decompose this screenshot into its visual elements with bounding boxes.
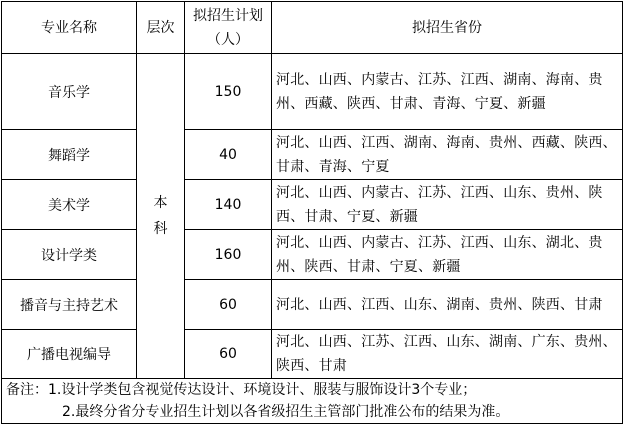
header-count <box>185 2 272 54</box>
header-provinces: 拟招生省份 <box>272 2 623 54</box>
major-name: 播音与主持艺术 <box>2 280 137 330</box>
plan-count: 60 <box>185 280 272 330</box>
plan-count: 140 <box>185 180 272 230</box>
table-row <box>2 230 623 280</box>
province-list: 河北、山西、江西、湖南、海南、贵州、西藏、陕西、甘肃、青海、宁夏 <box>272 130 623 180</box>
header-row <box>2 2 623 54</box>
note-line-1: 备注：1.设计学类包含视觉传达设计、环境设计、服装与服饰设计3个专业； <box>6 382 477 398</box>
level-value: 本科 <box>153 195 168 237</box>
table-row <box>2 330 623 379</box>
major-name: 美术学 <box>2 180 137 230</box>
major-name: 音乐学 <box>2 54 137 130</box>
table-row <box>2 180 623 230</box>
notes-cell <box>2 379 623 424</box>
plan-count: 150 <box>185 54 272 130</box>
level-cell <box>137 54 185 379</box>
major-name: 舞蹈学 <box>2 130 137 180</box>
province-list: 河北、山西、内蒙古、江苏、江西、山东、贵州、陕西、甘肃、宁夏、新疆 <box>272 180 623 230</box>
table-row <box>2 130 623 180</box>
plan-count: 60 <box>185 330 272 379</box>
header-level <box>137 2 185 54</box>
plan-count: 40 <box>185 130 272 180</box>
admission-plan-table <box>1 1 623 424</box>
major-name: 设计学类 <box>2 230 137 280</box>
table-row <box>2 54 623 130</box>
table-row <box>2 280 623 330</box>
major-name: 广播电视编导 <box>2 330 137 379</box>
notes-row <box>2 379 623 424</box>
province-list: 河北、山西、内蒙古、江苏、江西、湖南、海南、贵州、西藏、陕西、甘肃、青海、宁夏、新疆 <box>272 54 623 130</box>
note-line-2: 2.最终分省分专业招生计划以各省级招生主管部门批准公布的结果为准。 <box>62 404 510 420</box>
header-level-text: 层次 <box>146 19 175 36</box>
header-major: 专业名称 <box>2 2 137 54</box>
header-count-text: 拟招生计划（人） <box>193 7 263 48</box>
province-list: 河北、山西、江苏、江西、山东、湖南、广东、贵州、陕西、甘肃 <box>272 330 623 379</box>
plan-count: 160 <box>185 230 272 280</box>
province-list: 河北、山西、内蒙古、江苏、江西、山东、湖北、贵州、陕西、甘肃、宁夏、新疆 <box>272 230 623 280</box>
province-list: 河北、山西、江西、山东、湖南、贵州、陕西、甘肃 <box>272 280 623 330</box>
